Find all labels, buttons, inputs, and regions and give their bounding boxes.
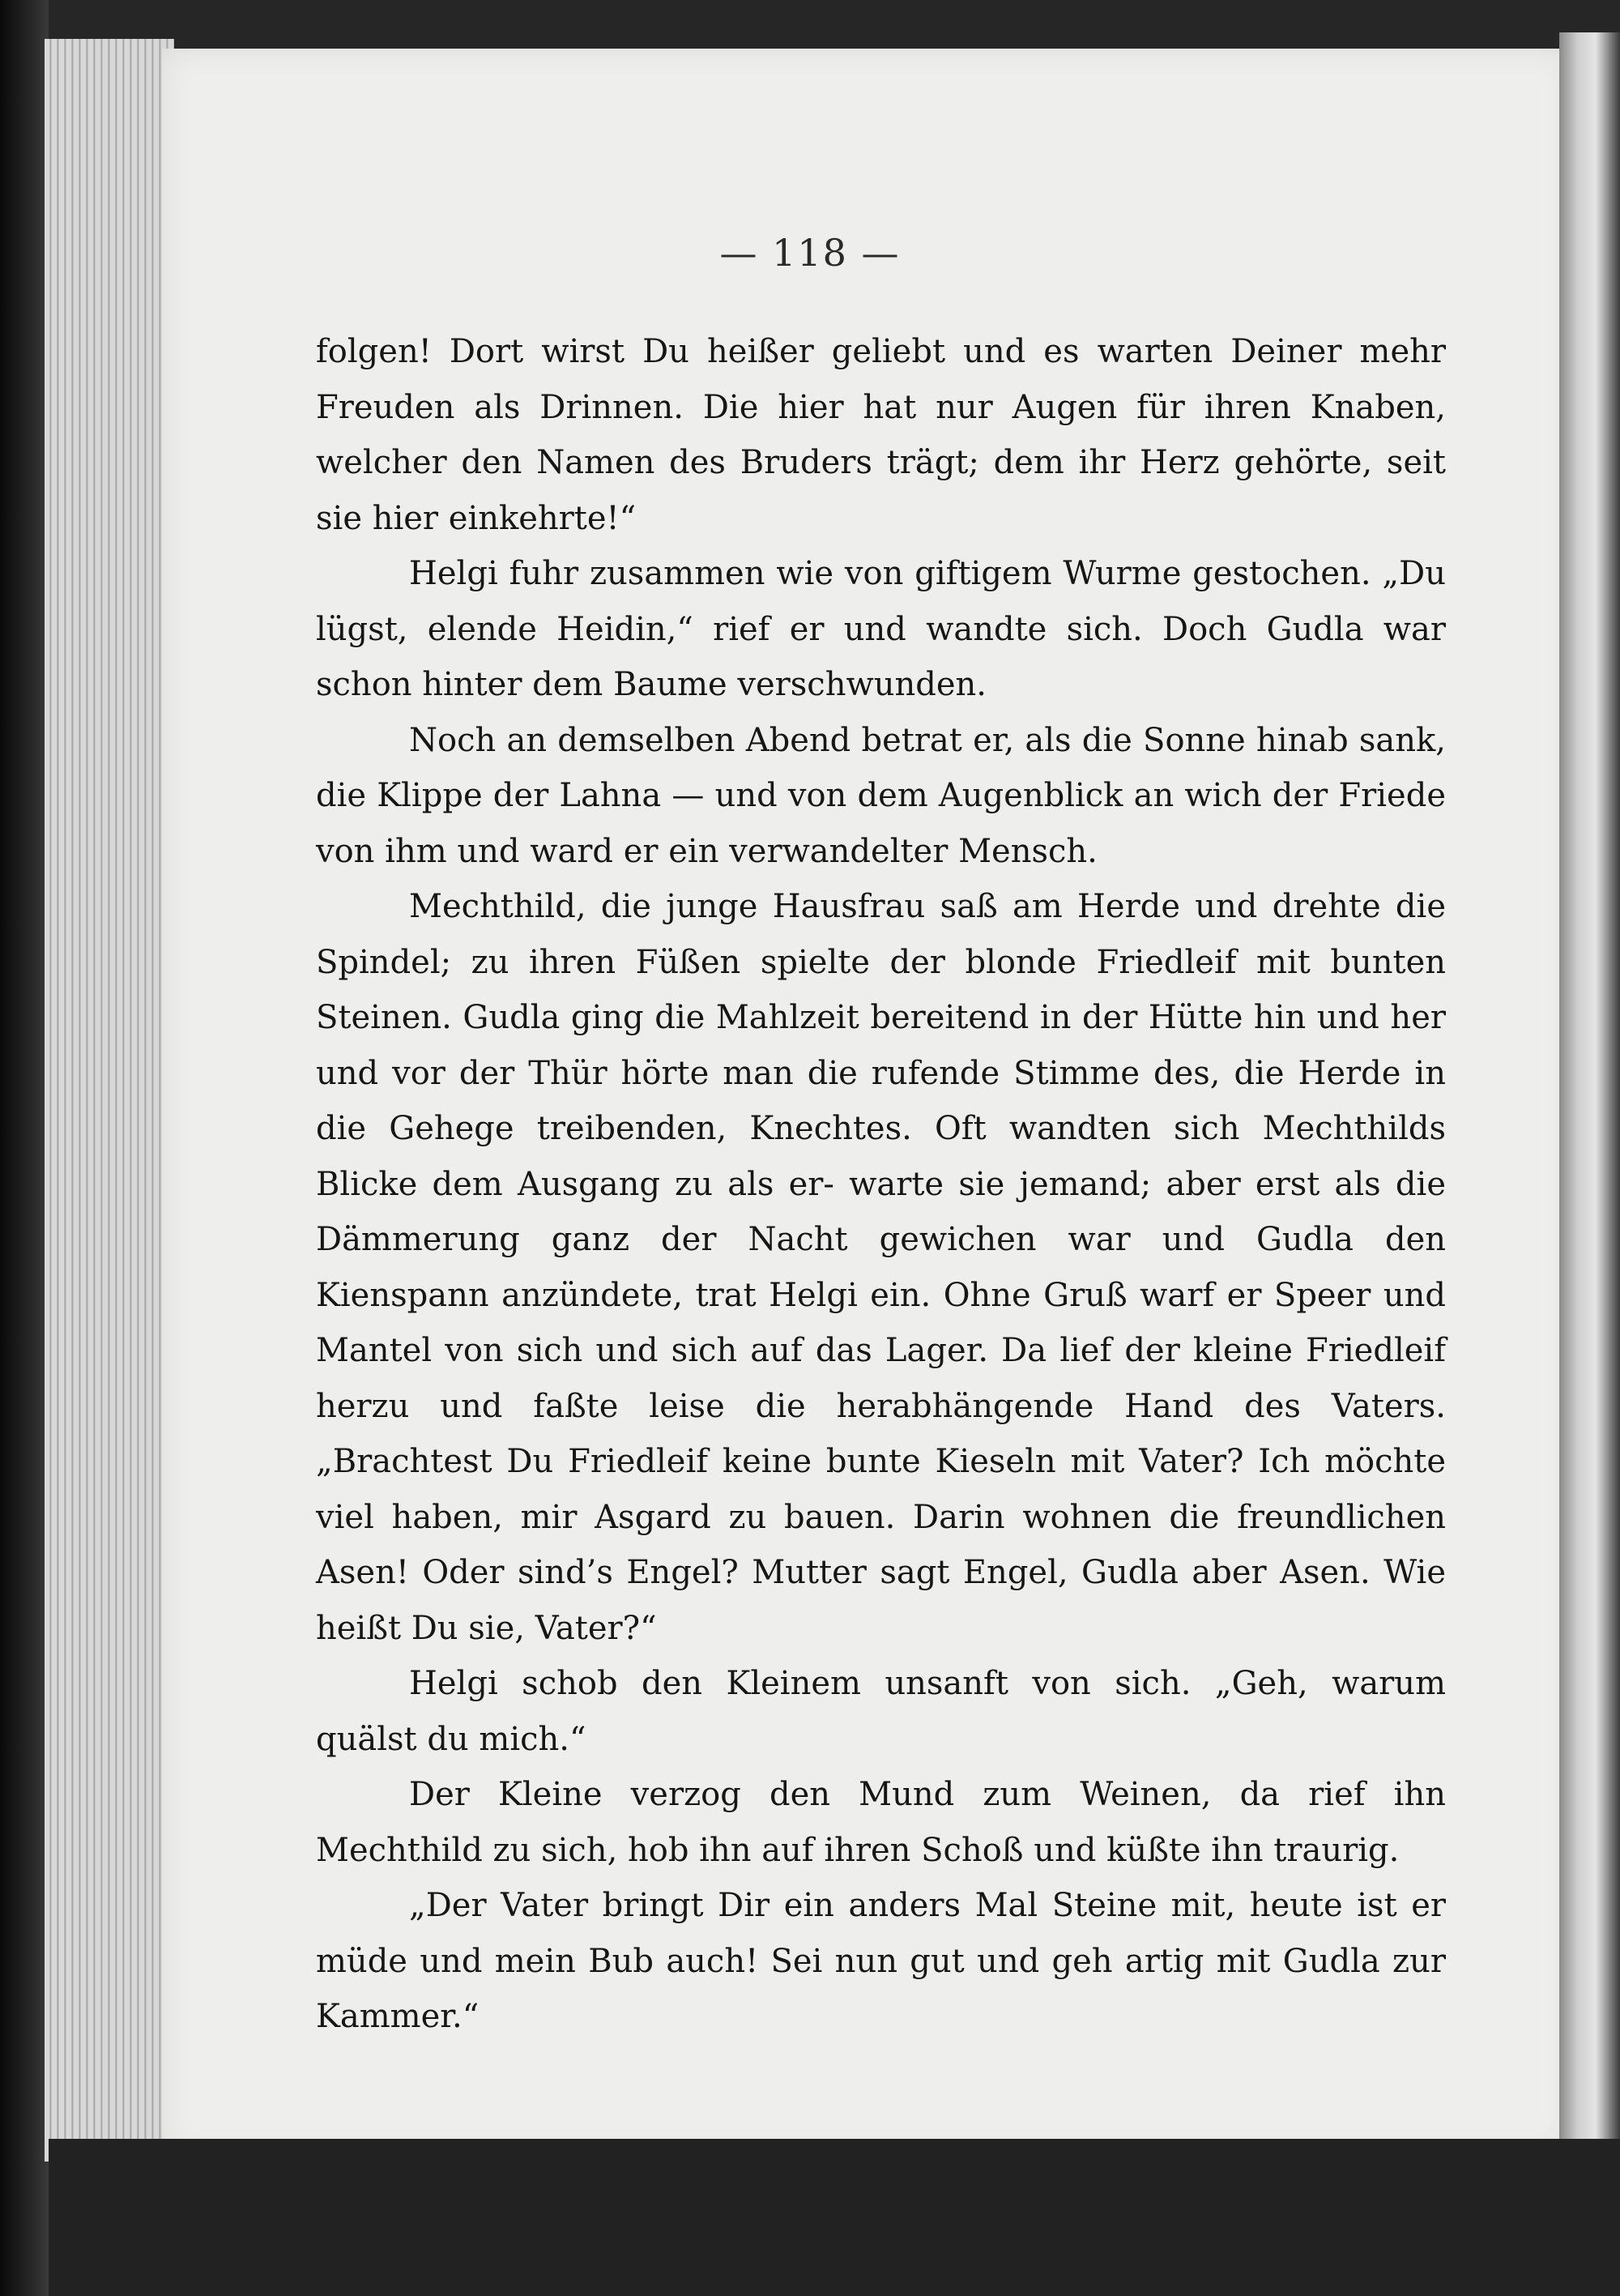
paragraph: Mechthild, die junge Hausfrau saß am Herde und drehte die Spindel; zu ihren Füßen spielte der blonde Friedleif mit bunten Steinen. Gudla ging die Mahlzeit bereitend in der Hütte hin und her und vor der Thür hörte man die rufende Stimme des, die Herde in die Gehege treibenden, Knechtes. Oft wandten sich Mechthilds Blicke dem Ausgang zu als er- warte sie jemand; aber erst als die Dämmerung ganz der Nacht gewichen war und Gudla den Kienspann anzündete, trat Helgi ein. Ohne Gruß warf er Speer und Mantel von sich und sich auf das Lager. Da lief der kleine Friedleif herzu und faßte leise die herabhängende Hand des Vaters. „Brachtest Du Friedleif keine bunte Kieseln mit Vater? Ich möchte viel haben, mir Asgard zu bauen. Darin wohnen die freundlichen Asen! Oder sind’s Engel? Mutter sagt Engel, Gudla aber Asen. Wie heißt Du sie, Vater?“ — [316, 888, 1446, 1647]
paragraph: Helgi schob den Kleinem unsanft von sich. „Geh, warum quälst du mich.“ — [316, 1665, 1446, 1758]
paragraph: „Der Vater bringt Dir ein anders Mal Steine mit, heute ist er müde und mein Bub auch! Sei nun gut und geh artig mit Gudla zur Kammer.“ — [316, 1887, 1446, 2035]
page-number: — 118 — — [719, 231, 901, 275]
paragraph: folgen! Dort wirst Du heißer geliebt und es warten Deiner mehr Freuden als Drinnen. Die hier hat nur Augen für ihren Knaben, welcher den Namen des Bruders trägt; dem ihr Herz gehörte, seit sie hier einkehrte!“ — [316, 333, 1446, 537]
body-text — [316, 324, 1446, 2045]
book-cover-edge — [0, 0, 49, 2296]
paragraph: Der Kleine verzog den Mund zum Weinen, da rief ihn Mechthild zu sich, hob ihn auf ihren Schoß und küßte ihn traurig. — [316, 1776, 1446, 1869]
paragraph: Noch an demselben Abend betrat er, als die Sonne hinab sank, die Klippe der Lahna — und von dem Augenblick an wich der Friede von ihm und ward er ein verwandelter Mensch. — [316, 721, 1446, 870]
scan-bottom-edge — [49, 2139, 1620, 2296]
page-gutter — [1559, 32, 1620, 2171]
paragraph: Helgi fuhr zusammen wie von giftigem Wurme gestochen. „Du lügst, elende Heidin,“ rief er und wandte sich. Doch Gudla war schon hinter dem Baume verschwunden. — [316, 555, 1446, 703]
page-stack-edge — [45, 39, 174, 2162]
